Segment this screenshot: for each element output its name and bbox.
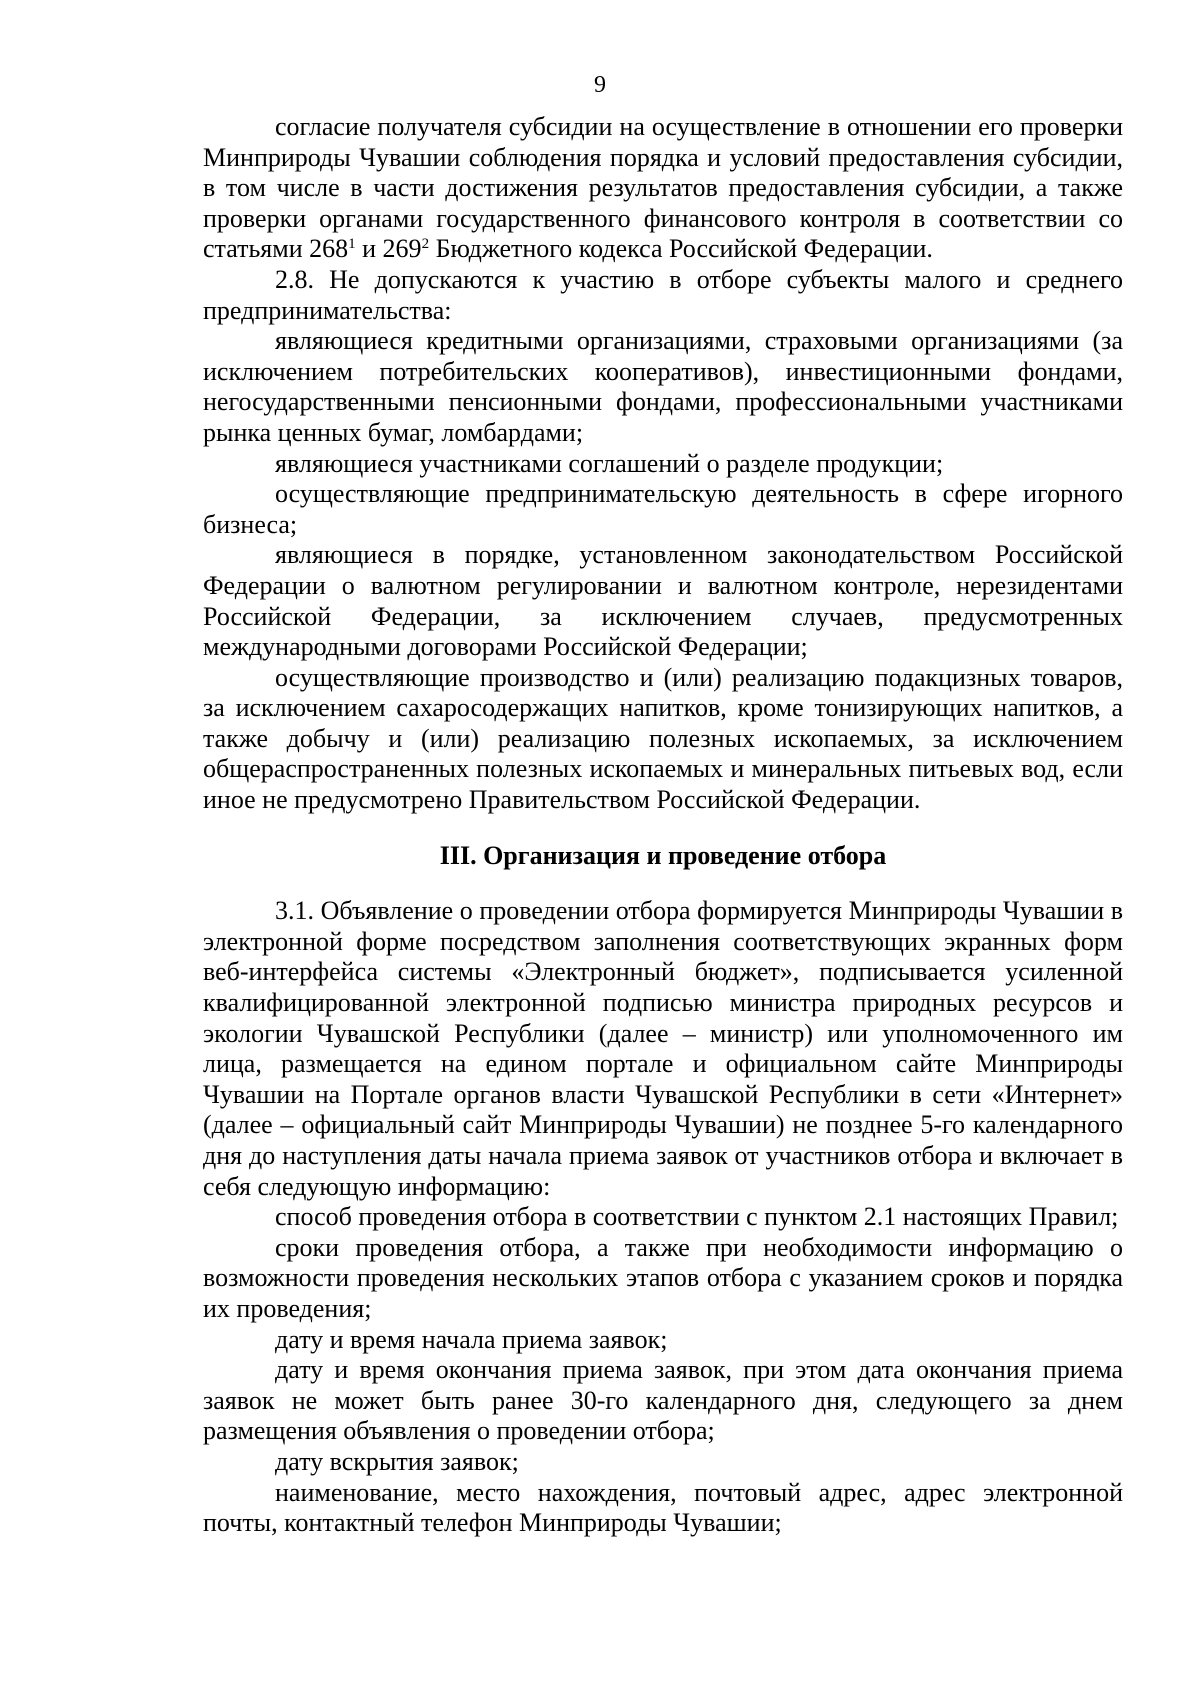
paragraph-consent bbox=[203, 112, 1123, 265]
list-item-end-date: дату и время окончания приема заявок, при этом дата окончания приема заявок не может быть ранее 30-го календарного дня, следующего за днем размещения объявления о проведении отбора; bbox=[203, 1355, 1123, 1446]
list-item-nonresidents: являющиеся в порядке, установленном законодательством Российской Федерации о валютном регулировании и валютном контроле, нерезидентами Российской Федерации, за исключением случаев, предусмотренных международными договорами Российской Федерации; bbox=[203, 540, 1123, 662]
list-item-production-sharing: являющиеся участниками соглашений о разделе продукции; bbox=[275, 448, 944, 478]
list-item-contacts: наименование, место нахождения, почтовый адрес, адрес электронной почты, контактный телефон Минприроды Чувашии; bbox=[203, 1477, 1123, 1538]
list-item-start-date: дату и время начала приема заявок; bbox=[275, 1324, 668, 1354]
list-item-excise-goods: осуществляющие производство и (или) реализацию подакцизных товаров, за исключением сахаросодержащих напитков, кроме тонизирующих напитков, а также добычу и (или) реализацию полезных ископаемых, за исключением общераспространенных полезных ископаемых и минеральных питьевых вод, если иное не предусмотрено Правительством Российской Федерации. bbox=[203, 662, 1123, 815]
section-heading: III. Организация и проведение отбора bbox=[439, 840, 887, 870]
paragraph-2-8: 2.8. Не допускаются к участию в отборе субъекты малого и среднего предпринимательства: bbox=[203, 264, 1123, 325]
paragraph-3-1: 3.1. Объявление о проведении отбора формируется Минприроды Чувашии в электронной форме посредством заполнения соответствующих экранных форм веб-интерфейса системы «Электронный бюджет», подписывается усиленной квалифицированной электронной подписью министра природных ресурсов и экологии Чувашской Республики (далее – министр) или уполномоченного им лица, размещается на едином портале и официальном сайте Минприроды Чувашии на Портале органов власти Чувашской Республики в сети «Интернет» (далее – официальный сайт Минприроды Чувашии) не позднее 5-го календарного дня до наступления даты начала приема заявок от участников отбора и включает в себя следующую информацию: bbox=[203, 896, 1123, 1201]
list-item-selection-method: способ проведения отбора в соответствии с пунктом 2.1 настоящих Правил; bbox=[275, 1202, 1119, 1232]
paragraph-consent-end: Бюджетного кодекса Российской Федерации. bbox=[429, 234, 933, 264]
document-body bbox=[203, 112, 1123, 1539]
paragraph-consent-text: согласие получателя субсидии на осуществление в отношении его проверки Минприроды Чувашии соблюдения порядка и условий предоставления субсидии, в том числе в части достижения результатов предоставления субсидии, а также проверки органами государственного финансового контроля в соответствии со статьями 268 bbox=[203, 112, 1123, 264]
list-item-gambling: осуществляющие предпринимательскую деятельность в сфере игорного бизнеса; bbox=[203, 479, 1123, 539]
list-item-selection-dates: сроки проведения отбора, а также при необходимости информацию о возможности проведения нескольких этапов отбора с указанием сроков и порядка их проведения; bbox=[203, 1232, 1123, 1323]
page-number: 9 bbox=[594, 72, 606, 98]
superscript-2: 2 bbox=[421, 236, 430, 253]
superscript-1: 1 bbox=[348, 236, 356, 253]
list-item-opening-date: дату вскрытия заявок; bbox=[275, 1446, 519, 1476]
paragraph-consent-mid: и 269 bbox=[355, 234, 422, 264]
list-item-credit-organizations: являющиеся кредитными организациями, страховыми организациями (за исключением потребительских кооперативов), инвестиционными фондами, негосударственными пенсионными фондами, профессиональными участниками рынка ценных бумаг, ломбардами; bbox=[203, 326, 1123, 447]
